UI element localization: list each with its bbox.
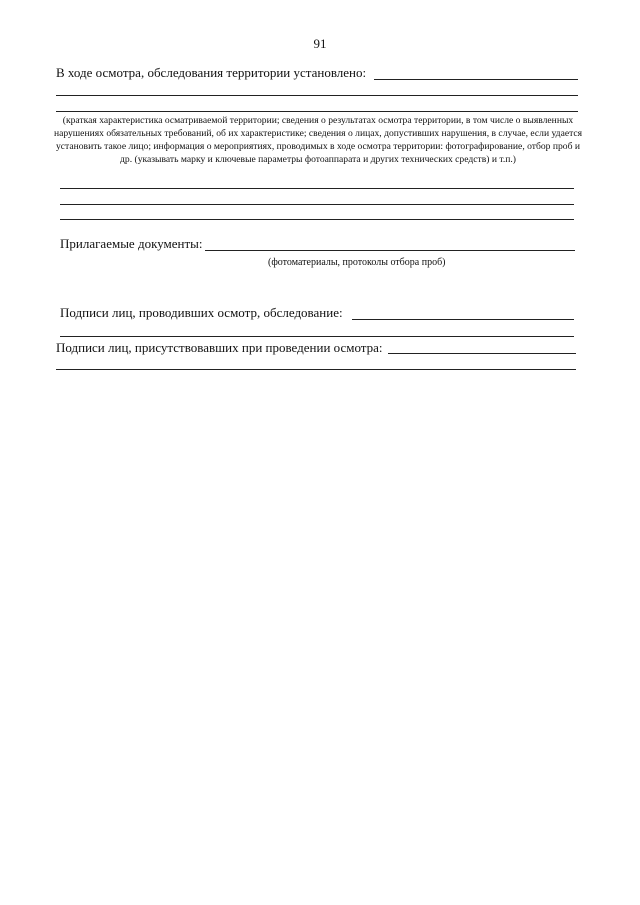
inspectors-signature-line-2[interactable] [60,336,574,337]
findings-fill-line-6[interactable] [60,219,574,220]
attachments-hint: (фотоматериалы, протоколы отбора проб) [268,257,446,268]
findings-fill-line-5[interactable] [60,204,574,205]
inspectors-signature-line[interactable] [352,319,574,320]
findings-fill-line-3[interactable] [56,111,578,112]
attendees-signature-line-2[interactable] [56,369,576,370]
findings-fill-line-2[interactable] [56,95,578,96]
attachments-fill-line[interactable] [205,250,575,251]
inspectors-signatures-label: Подписи лиц, проводивших осмотр, обследование: [60,305,343,320]
findings-fill-line[interactable] [374,79,578,80]
attendees-signature-line[interactable] [388,353,576,354]
findings-hint: (краткая характеристика осматриваемой территории; сведения о результатах осмотра территории, в том числе о выявленных нарушениях обязательных требований, об их характеристике; сведения о лицах, допустивших нарушения, в случае, если удается установить такое лицо; информация о мероприятиях, проводимых в ходе осмотра территории: фотографирование, отбор проб и др. (указывать марку и ключевые параметры фотоаппарата и других технических средств) и т.п.) [53,115,583,165]
page-number: 91 [313,36,327,51]
attendees-signatures-label: Подписи лиц, присутствовавших при проведении осмотра: [56,340,383,355]
findings-label: В ходе осмотра, обследования территории установлено: [56,65,367,80]
findings-fill-line-4[interactable] [60,188,574,189]
attachments-label: Прилагаемые документы: [60,236,203,251]
